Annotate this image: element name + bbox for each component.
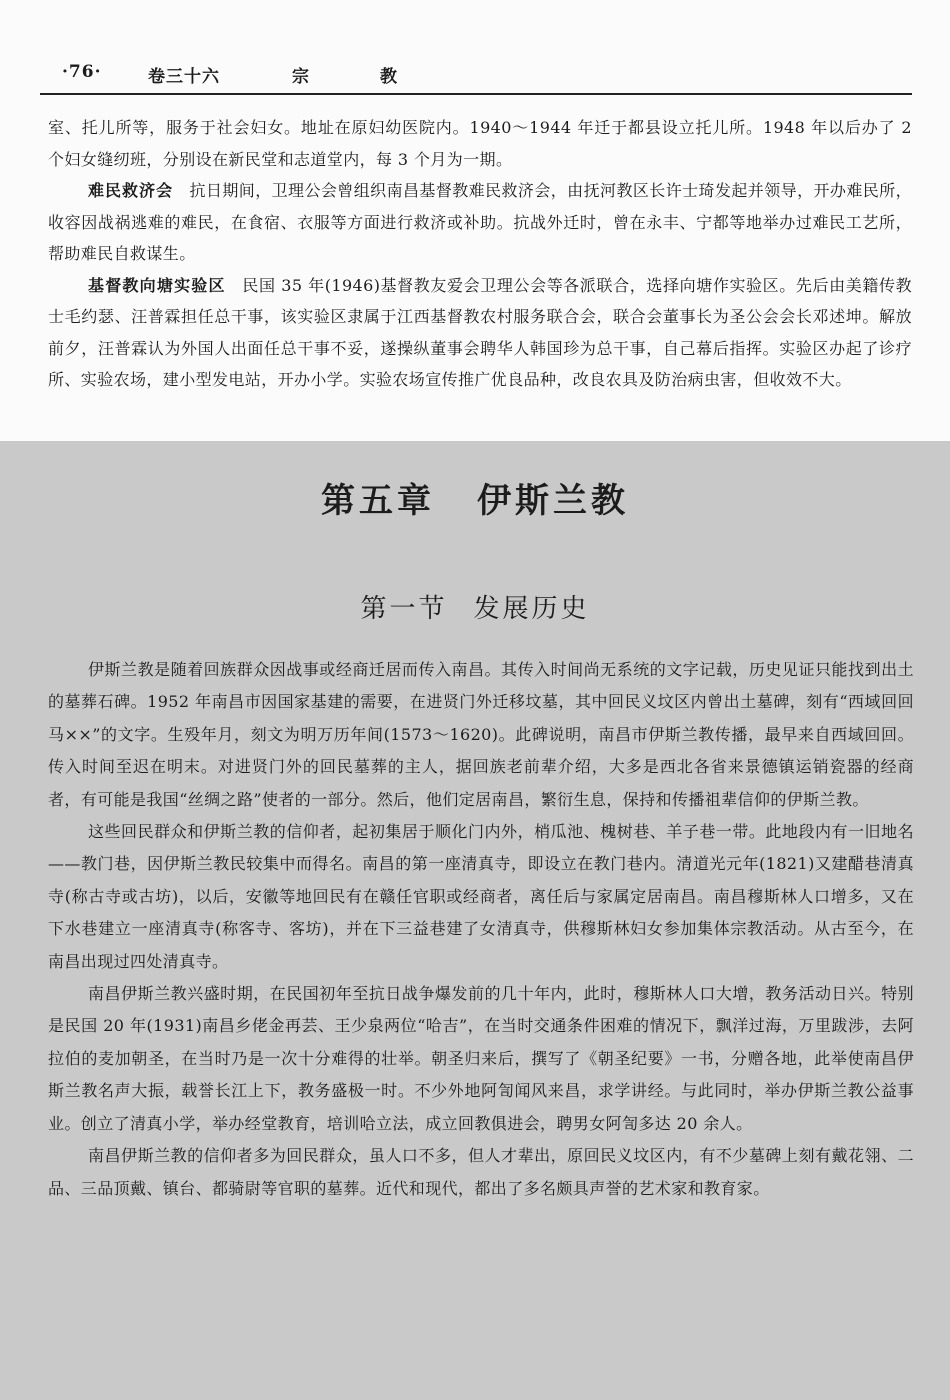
body-paragraph: 伊斯兰教是随着回族群众因战事或经商迁居而传入南昌。其传入时间尚无系统的文字记载，历史见证只能找到出土的墓葬石碑。1952 年南昌市因国家基建的需要，在进贤门外迁移坟墓，其中回民义坟区内曾出土墓碑，刻有“西域回回马××”的文字。生殁年月，刻文为明万历年间(1573～1620)。此碑说明，南昌市伊斯兰教传播，最早来自西域回回。传入时间至迟在明末。对进贤门外的回民墓葬的主人，据回族老前辈介绍，大多是西北各省来景德镇运销瓷器的经商者，有可能是我国“丝绸之路”使者的一部分。然后，他们定居南昌，繁衍生息，保持和传播祖辈信仰的伊斯兰教。 — [48, 660, 914, 809]
page-number: ·76· — [62, 62, 102, 82]
section-title — [0, 588, 950, 625]
header-title-part2: 教 — [380, 67, 398, 87]
paragraph-xiangtang-zone — [48, 270, 912, 396]
paragraph-text: 抗日期间，卫理公会曾组织南昌基督教难民救济会，由抚河教区长许士琦发起并领导，开办难民所，收容因战祸逃难的难民，在食宿、衣服等方面进行救济或补助。抗战外迁时，曾在永丰、宁都等地举办过难民工艺所，帮助难民自救谋生。 — [48, 181, 912, 263]
section-name: 发展历史 — [473, 594, 590, 624]
page-header — [62, 58, 922, 88]
volume-label: 卷三十六 — [148, 67, 220, 87]
header-rule — [40, 93, 912, 95]
chapter-name: 伊斯兰教 — [477, 481, 629, 521]
body-section — [48, 654, 914, 1205]
paragraph-text: 民国 35 年(1946)基督教友爱会卫理公会等各派联合，选择向塘作实验区。先后由美籍传教士毛约瑟、汪普霖担任总干事，该实验区隶属于江西基督教农村服务联合会，联合会董事长为圣公会会长邓述坤。解放前夕，汪普霖认为外国人出面任总干事不妥，遂操纵董事会聘华人韩国珍为总干事，自己幕后指挥。实验区办起了诊疗所、实验农场，建小型发电站，开办小学。实验农场宣传推广优良品种，改良农具及防治病虫害，但收效不大。 — [48, 275, 912, 389]
paragraph-heading: 基督教向塘实验区 — [88, 275, 226, 295]
chapter-number: 第五章 — [321, 481, 435, 521]
top-section — [48, 112, 912, 396]
header-title-part1: 宗 — [292, 67, 310, 87]
body-paragraph: 南昌伊斯兰教的信仰者多为回民群众，虽人口不多，但人才辈出，原回民义坟区内，有不少墓碑上刻有戴花翎、二品、三品顶戴、镇台、都骑尉等官职的墓葬。近代和现代，都出了多名颇具声誉的艺术家和教育家。 — [48, 1146, 914, 1198]
paragraph-heading: 难民救济会 — [88, 181, 174, 200]
body-paragraph: 南昌伊斯兰教兴盛时期，在民国初年至抗日战争爆发前的几十年内，此时，穆斯林人口大增，教务活动日兴。特别是民国 20 年(1931)南昌乡佬金再芸、王少泉两位“哈吉”，在当时交通条件困难的情况下，飘洋过海，万里跋涉，去阿拉伯的麦加朝圣，在当时乃是一次十分难得的壮举。朝圣归来后，撰写了《朝圣纪要》一书，分赠各地，此举使南昌伊斯兰教名声大振，载誉长江上下，教务盛极一时。不少外地阿訇闻风来昌，求学讲经。与此同时，举办伊斯兰教公益事业。创立了清真小学，举办经堂教育，培训哈立法，成立回教俱进会，聘男女阿訇多达 20 余人。 — [48, 984, 914, 1133]
chapter-title — [0, 473, 950, 522]
section-number: 第一节 — [360, 594, 448, 624]
paragraph-refugee-relief — [48, 175, 912, 270]
paragraph-continued: 室、托儿所等，服务于社会妇女。地址在原妇幼医院内。1940～1944 年迁于都县设立托儿所。1948 年以后办了 2 个妇女缝纫班，分别设在新民堂和志道堂内，每 3 个月为一期。 — [48, 118, 912, 169]
body-paragraph: 这些回民群众和伊斯兰教的信仰者，起初集居于顺化门内外，梢瓜池、槐树巷、羊子巷一带。此地段内有一旧地名——教门巷，因伊斯兰教民较集中而得名。南昌的第一座清真寺，即设立在教门巷内。清道光元年(1821)又建醋巷清真寺(称古寺或古坊)，以后，安徽等地回民有在赣任官职或经商者，离任后与家属定居南昌。南昌穆斯林人口增多，又在下水巷建立一座清真寺(称客寺、客坊)，并在下三益巷建了女清真寺，供穆斯林妇女参加集体宗教活动。从古至今，在南昌出现过四处清真寺。 — [48, 822, 914, 971]
